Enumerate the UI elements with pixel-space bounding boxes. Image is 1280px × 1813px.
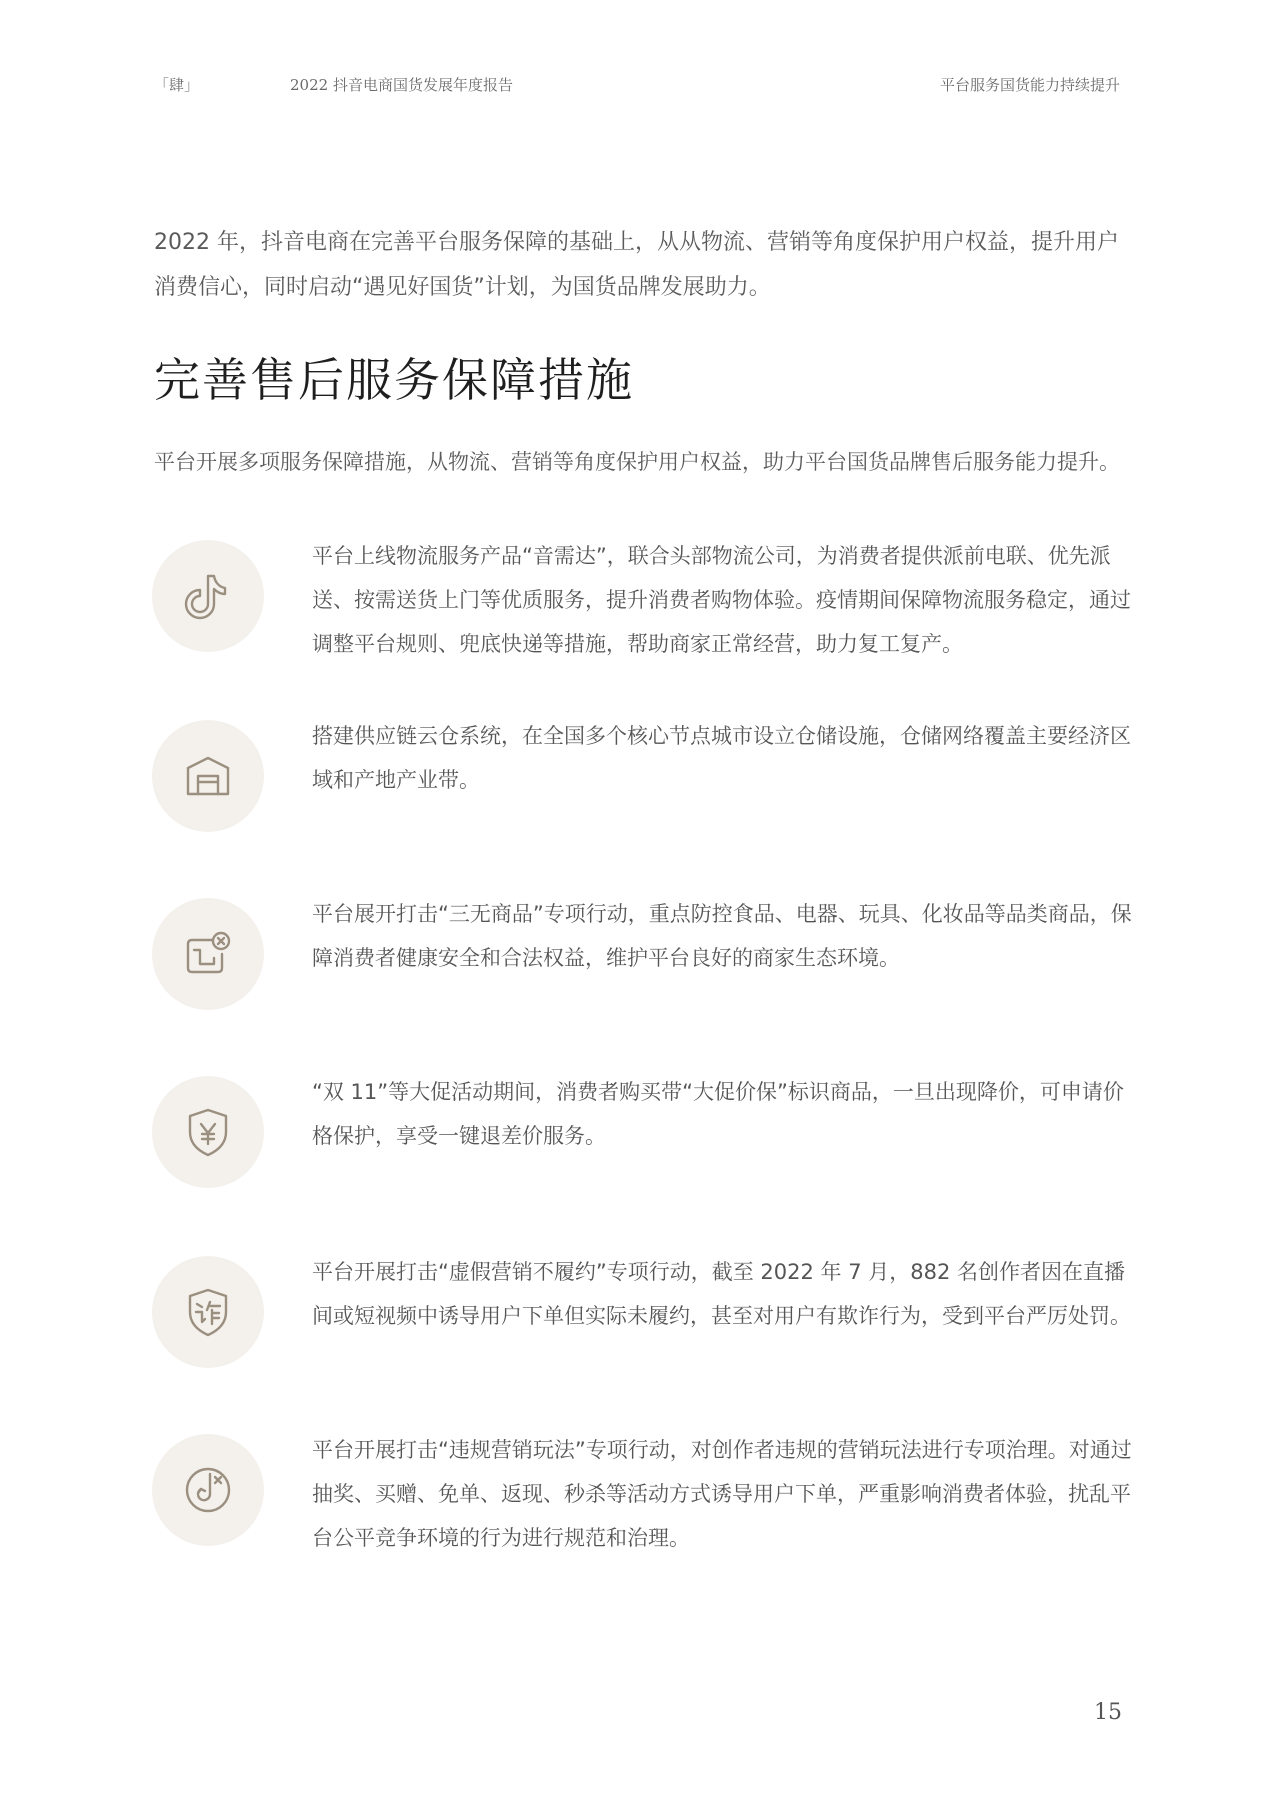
measure-text: 平台展开打击“三无商品”专项行动，重点防控食品、电器、玩具、化妆品等品类商品，保障消费者健康安全和合法权益，维护平台良好的商家生态环境。 bbox=[312, 902, 1132, 970]
anti-fraud-shield-icon bbox=[178, 1282, 238, 1342]
icon-background bbox=[152, 1076, 264, 1188]
measure-text: 搭建供应链云仓系统，在全国多个核心节点城市设立仓储设施，仓储网络覆盖主要经济区域和产地产业带。 bbox=[312, 724, 1131, 792]
intro-paragraph: 2022 年，抖音电商在完善平台服务保障的基础上，从从物流、营销等角度保护用户权益，提升用户消费信心，同时启动“遇见好国货”计划，为国货品牌发展助力。 bbox=[154, 230, 1119, 300]
section-title: 完善售后服务保障措施 bbox=[154, 353, 634, 407]
section-lead: 平台开展多项服务保障措施，从物流、营销等角度保护用户权益，助力平台国货品牌售后服务能力提升。 bbox=[154, 450, 1120, 474]
section-marker: 「肆」 bbox=[154, 76, 200, 94]
icon-background bbox=[152, 898, 264, 1010]
measure-text: “双 11”等大促活动期间，消费者购买带“大促价保”标识商品，一旦出现降价，可申请价格保护，享受一键退差价服务。 bbox=[312, 1080, 1124, 1148]
icon-background bbox=[152, 720, 264, 832]
page-number: 15 bbox=[1094, 1700, 1122, 1725]
measure-text: 平台开展打击“虚假营销不履约”专项行动，截至 2022 年 7 月，882 名创作者因在直播间或短视频中诱导用户下单但实际未履约，甚至对用户有欺诈行为，受到平台严厉处罚。 bbox=[312, 1260, 1131, 1328]
chapter-title: 平台服务国货能力持续提升 bbox=[939, 76, 1120, 94]
douyin-logo-icon bbox=[178, 566, 238, 626]
hook-icon bbox=[178, 1460, 238, 1520]
icon-background bbox=[152, 540, 264, 652]
warehouse-icon bbox=[178, 746, 238, 806]
report-title: 2022 抖音电商国货发展年度报告 bbox=[290, 76, 513, 94]
measure-text: 平台开展打击“违规营销玩法”专项行动，对创作者违规的营销玩法进行专项治理。对通过抽奖、买赠、免单、返现、秒杀等活动方式诱导用户下单，严重影响消费者体验，扰乱平台公平竞争环境的行为进行规范和治理。 bbox=[312, 1438, 1132, 1550]
page-header bbox=[0, 74, 1280, 98]
measure-text: 平台上线物流服务产品“音需达”，联合头部物流公司，为消费者提供派前电联、优先派送、按需送货上门等优质服务，提升消费者购物体验。疫情期间保障物流服务稳定，通过调整平台规则、兜底快递等措施，帮助商家正常经营，助力复工复产。 bbox=[312, 544, 1131, 656]
icon-background bbox=[152, 1256, 264, 1368]
no-product-icon bbox=[178, 924, 238, 984]
price-shield-icon bbox=[178, 1102, 238, 1162]
icon-background bbox=[152, 1434, 264, 1546]
